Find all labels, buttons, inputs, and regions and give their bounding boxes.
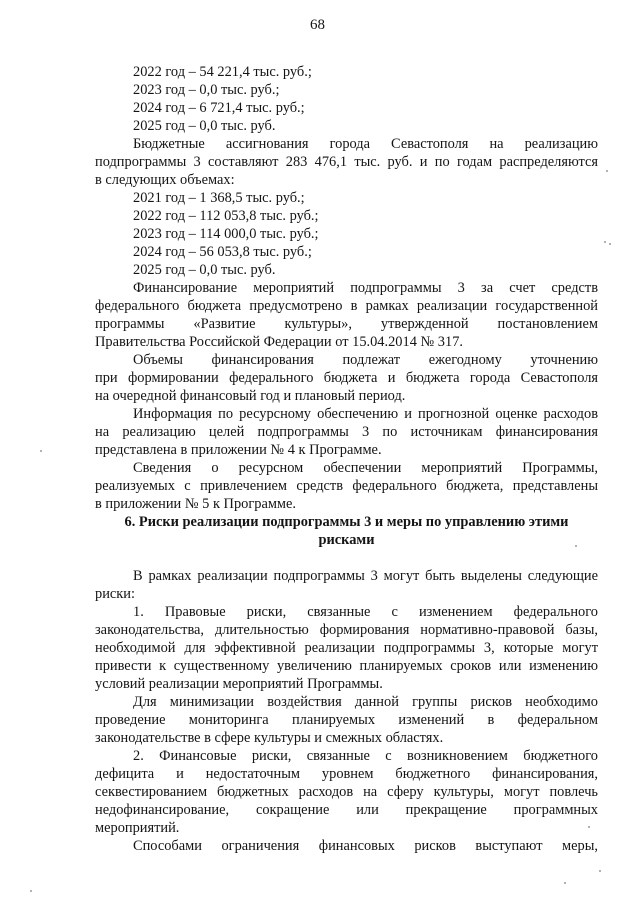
paragraph-line: недофинансирование, сокращение или прекращение программных [95,802,598,818]
year-line: 2023 год – 0,0 тыс. руб.; [133,82,280,98]
paragraph-line: реализуемых с привлечением средств федерального бюджета, представлены [95,478,598,494]
paragraph-line: Информация по ресурсному обеспечению и прогнозной оценке расходов [133,406,598,422]
paragraph-line: на реализацию целей подпрограммы 3 по источникам финансирования [95,424,598,440]
paragraph-line: дефицита и недостаточным уровнем бюджетного финансирования, [95,766,598,782]
section-heading: рисками [318,532,375,548]
paragraph-line: Правительства Российской Федерации от 15.04.2014 № 317. [95,334,463,350]
year-line: 2021 год – 1 368,5 тыс. руб.; [133,190,305,206]
paragraph-line: риски: [95,586,135,602]
paragraph-line: представлена в приложении № 4 к Программе. [95,442,382,458]
paragraph-line: Бюджетные ассигнования города Севастополя на реализацию [133,136,598,152]
paragraph-line: условий реализации мероприятий Программы. [95,676,383,692]
paragraph-line: программы «Развитие культуры», утвержденной постановлением [95,316,598,332]
paragraph-line: Способами ограничения финансовых рисков выступают меры, [133,838,598,854]
year-line: 2023 год – 114 000,0 тыс. руб.; [133,226,319,242]
paragraph-line: при формировании федерального бюджета и бюджета города Севастополя [95,370,598,386]
paragraph-line: в следующих объемах: [95,172,235,188]
year-line: 2024 год – 6 721,4 тыс. руб.; [133,100,305,116]
paragraph-line: необходимой для эффективной реализации подпрограммы 3, которые могут [95,640,598,656]
paragraph-line: подпрограммы 3 составляют 283 476,1 тыс. руб. и по годам распределяются [95,154,598,170]
paragraph-line: законодательства, длительностью формирования нормативно-правовой базы, [95,622,598,638]
scan-speck [599,870,601,872]
scan-speck [609,243,611,245]
paragraph-line: проведение мониторинга планируемых изменений в федеральном [95,712,598,728]
paragraph-line: в приложении № 5 к Программе. [95,496,297,512]
year-line: 2025 год – 0,0 тыс. руб. [133,118,276,134]
paragraph-line: Сведения о ресурсном обеспечении мероприятий Программы, [133,460,598,476]
year-line: 2022 год – 54 221,4 тыс. руб.; [133,64,312,80]
scan-speck [564,882,566,884]
scan-speck [606,170,608,172]
year-line: 2022 год – 112 053,8 тыс. руб.; [133,208,319,224]
paragraph-line: секвестированием бюджетных расходов на сферу культуры, могут повлечь [95,784,598,800]
paragraph-line: привести к существенному увеличению планируемых сроков или изменению [95,658,598,674]
paragraph-line: 2. Финансовые риски, связанные с возникновением бюджетного [133,748,598,764]
year-line: 2024 год – 56 053,8 тыс. руб.; [133,244,312,260]
paragraph-line: 1. Правовые риски, связанные с изменением федерального [133,604,598,620]
section-heading: 6. Риски реализации подпрограммы 3 и меры по управлению этими [124,514,569,530]
paragraph-line: на очередной финансовый год и плановый период. [95,388,406,404]
paragraph-line: Объемы финансирования подлежат ежегодному уточнению [133,352,598,368]
paragraph-line: федерального бюджета предусмотрено в рамках реализации государственной [95,298,598,314]
scan-speck [588,826,590,828]
paragraph-line: законодательстве в сфере культуры и смежных областях. [95,730,444,746]
paragraph-line: Для минимизации воздействия данной группы рисков необходимо [133,694,598,710]
scan-speck [30,890,32,892]
scan-speck [575,545,577,547]
page-number: 68 [310,17,325,33]
paragraph-line: В рамках реализации подпрограммы 3 могут быть выделены следующие [133,568,598,584]
paragraph-line: Финансирование мероприятий подпрограммы 3 за счет средств [133,280,598,296]
scan-speck [604,241,606,243]
scan-speck [40,450,42,452]
year-line: 2025 год – 0,0 тыс. руб. [133,262,276,278]
paragraph-line: мероприятий. [95,820,180,836]
